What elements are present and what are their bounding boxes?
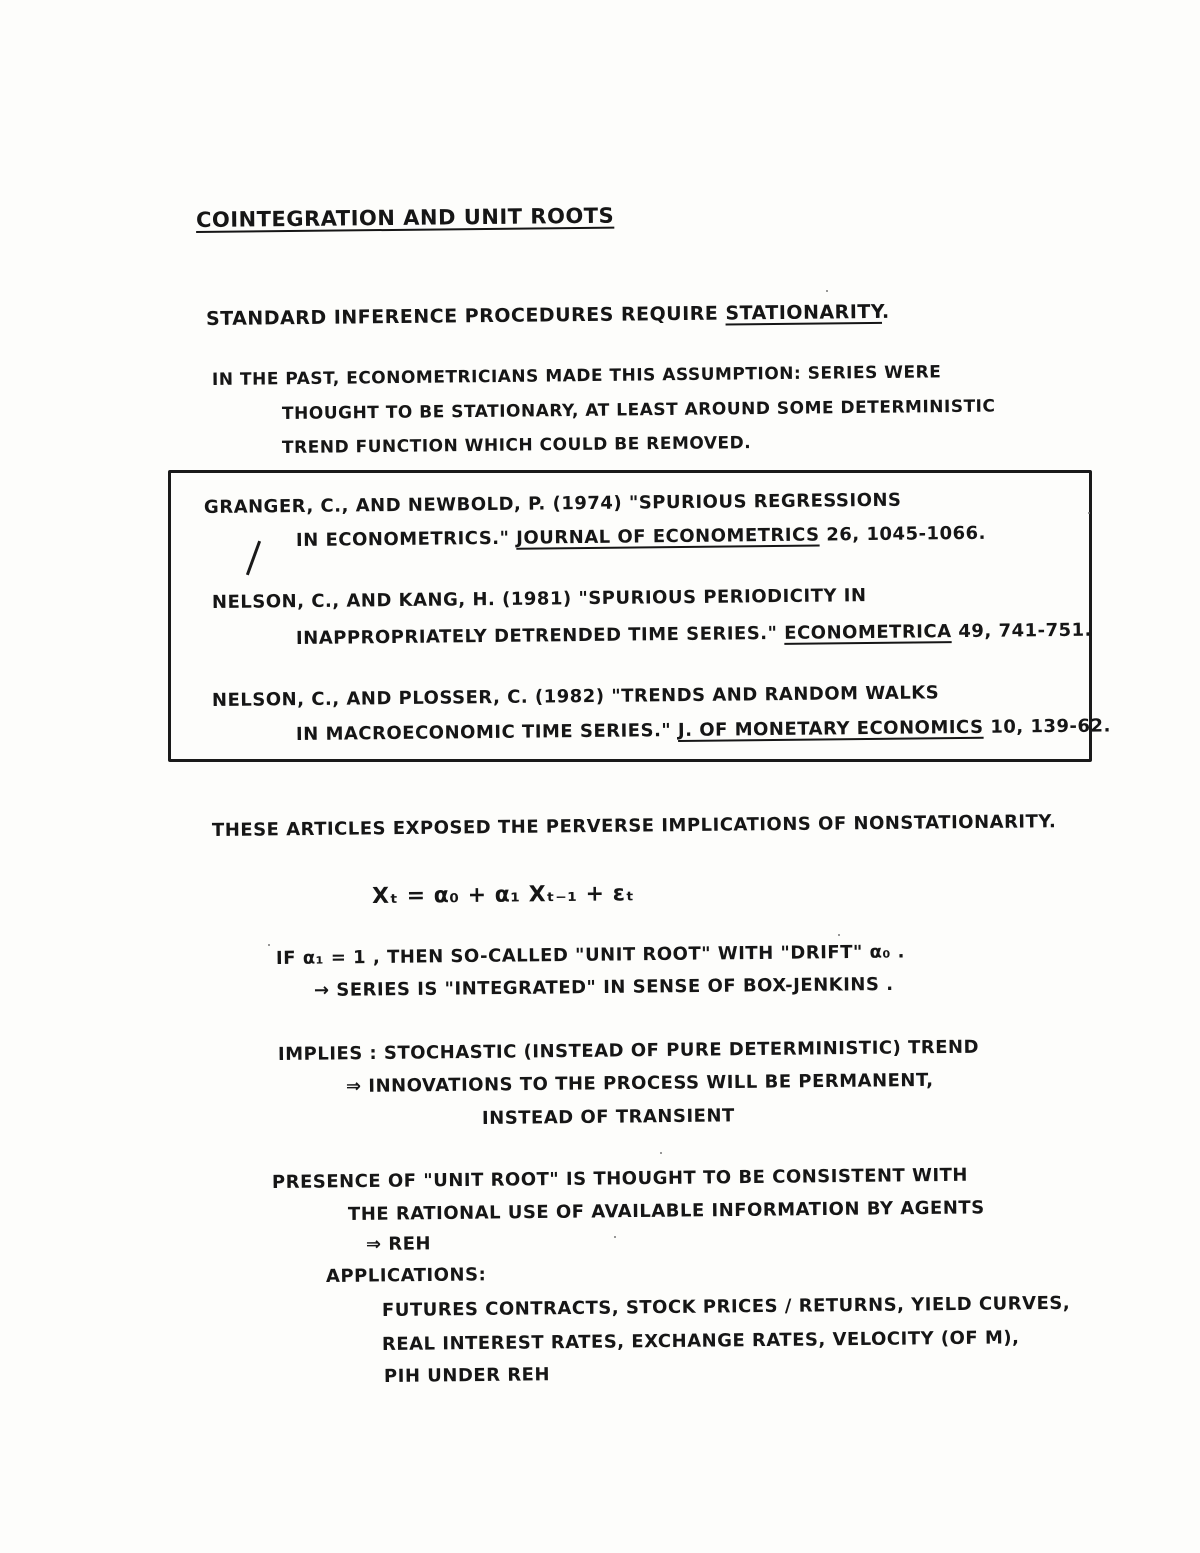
unit-root-line-1: IF α₁ = 1 , THEN SO-CALLED "UNIT ROOT" WITH "DRIFT" α₀ . — [275, 941, 906, 969]
applications-heading: APPLICATIONS: — [325, 1264, 487, 1287]
applications-line-2: REAL INTEREST RATES, EXCHANGE RATES, VELOCITY (OF M), — [381, 1327, 1020, 1355]
presence-line-1: PRESENCE OF "UNIT ROOT" IS THOUGHT TO BE CONSISTENT WITH — [271, 1164, 969, 1193]
reference-1-details: 26, 1045-1066. — [819, 522, 987, 546]
applications-line-1: FUTURES CONTRACTS, STOCK PRICES / RETURNS, YIELD CURVES, — [381, 1292, 1071, 1321]
reference-2-line-1: NELSON, C., AND KANG, H. (1981) "SPURIOUS PERIODICITY IN — [211, 585, 867, 613]
past-line-2: THOUGHT TO BE STATIONARY, AT LEAST AROUND SOME DETERMINISTIC — [281, 396, 996, 424]
applications-line-3: PIH UNDER REH — [383, 1364, 551, 1387]
reference-1-prefix: IN ECONOMETRICS." — [295, 527, 517, 551]
reference-1-journal: JOURNAL OF ECONOMETRICS — [516, 524, 820, 549]
reference-2-journal: ECONOMETRICA — [784, 621, 952, 644]
implies-line-2: ⇒ INNOVATIONS TO THE PROCESS WILL BE PERMANENT, — [345, 1069, 934, 1097]
intro-emphasis: STATIONARITY — [725, 300, 883, 325]
reference-3-journal: J. OF MONETARY ECONOMICS — [677, 716, 984, 741]
scan-speck — [268, 944, 270, 946]
reference-3-details: 10, 139-62. — [983, 715, 1111, 738]
intro-line — [206, 301, 890, 330]
page-title: COINTEGRATION AND UNIT ROOTS — [195, 203, 615, 232]
model-equation: Xₜ = α₀ + α₁ Xₜ₋₁ + εₜ — [371, 881, 635, 909]
presence-line-3: ⇒ REH — [365, 1233, 432, 1255]
unit-root-line-2: → SERIES IS "INTEGRATED" IN SENSE OF BOX-JENKINS . — [313, 973, 894, 1001]
exposed-line: THESE ARTICLES EXPOSED THE PERVERSE IMPLICATIONS OF NONSTATIONARITY. — [211, 811, 1057, 841]
scan-speck — [826, 290, 828, 292]
reference-2-prefix: INAPPROPRIATELY DETRENDED TIME SERIES." — [295, 622, 785, 649]
past-line-1: IN THE PAST, ECONOMETRICIANS MADE THIS ASSUMPTION: SERIES WERE — [211, 362, 942, 390]
intro-suffix: . — [881, 300, 890, 323]
scan-speck — [660, 1152, 662, 1154]
implies-line-3: INSTEAD OF TRANSIENT — [481, 1105, 735, 1129]
reference-1-line-1: GRANGER, C., AND NEWBOLD, P. (1974) "SPURIOUS REGRESSIONS — [203, 489, 902, 518]
reference-2-details: 49, 741-751. — [951, 619, 1093, 643]
presence-line-2: THE RATIONAL USE OF AVAILABLE INFORMATION BY AGENTS — [347, 1197, 985, 1225]
scan-speck — [838, 934, 840, 936]
reference-3-line-1: NELSON, C., AND PLOSSER, C. (1982) "TRENDS AND RANDOM WALKS — [211, 682, 940, 711]
scan-speck — [614, 1236, 616, 1238]
implies-line-1: IMPLIES : STOCHASTIC (INSTEAD OF PURE DETERMINISTIC) TREND — [277, 1036, 980, 1065]
reference-3-prefix: IN MACROECONOMIC TIME SERIES." — [295, 720, 679, 745]
past-line-3: TREND FUNCTION WHICH COULD BE REMOVED. — [281, 433, 752, 458]
intro-prefix: STANDARD INFERENCE PROCEDURES REQUIRE — [205, 302, 726, 330]
scan-speck — [1088, 512, 1090, 514]
